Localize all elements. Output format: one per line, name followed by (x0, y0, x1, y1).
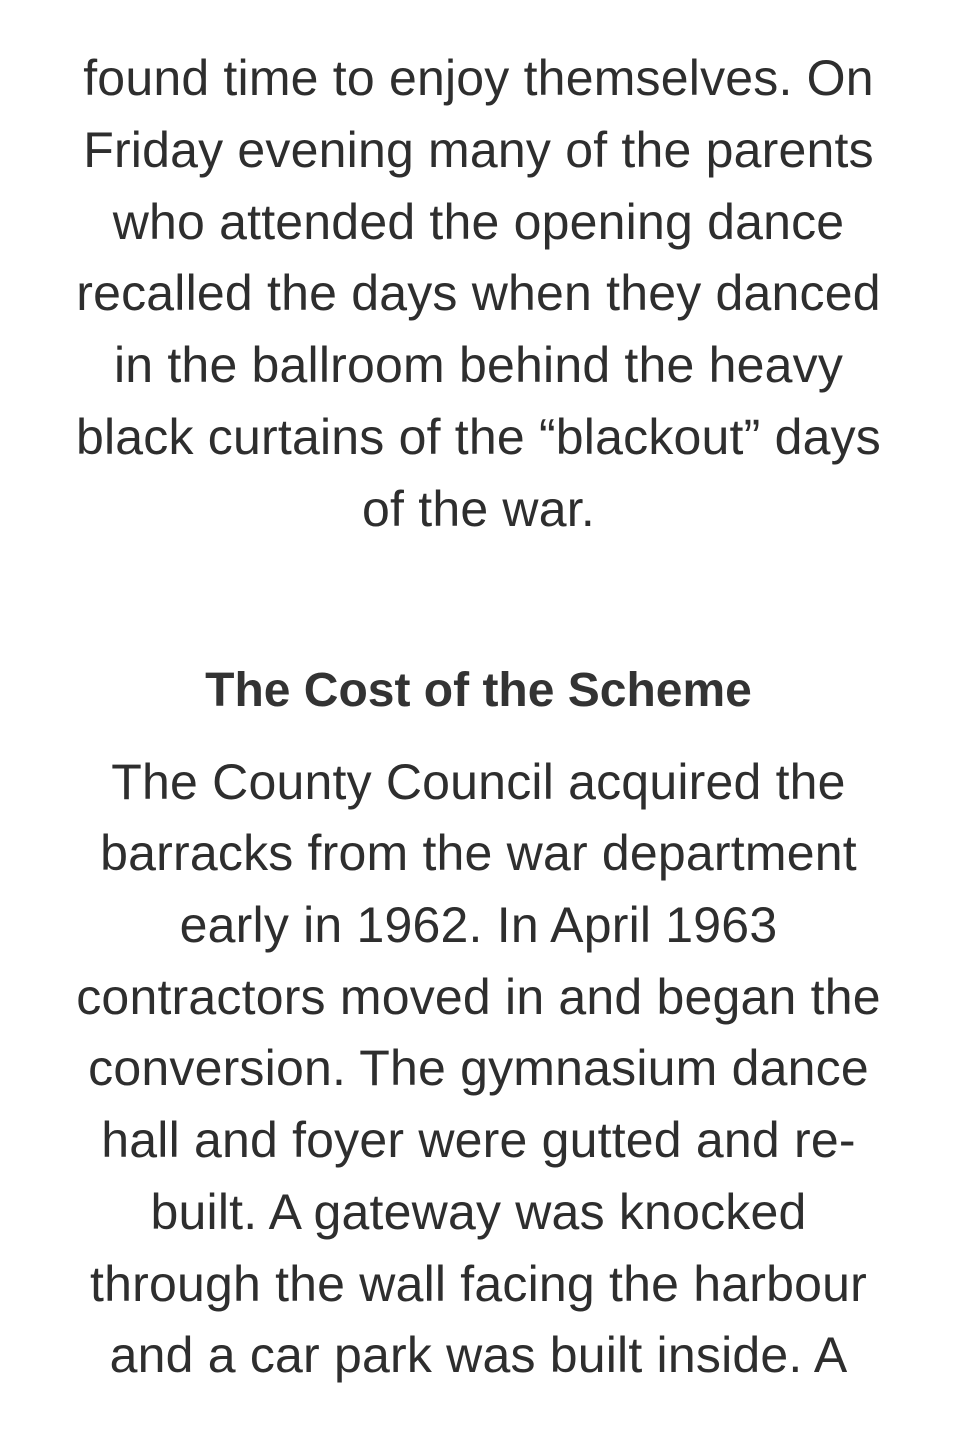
text-line: barracks from the war department (100, 825, 857, 881)
text-line: black curtains of the “blackout” days (75, 409, 881, 465)
text-line: hall and foyer were gutted and re- (101, 1112, 856, 1168)
text-line: early in 1962. In April 1963 (179, 897, 778, 953)
text-line: of the war. (362, 481, 595, 537)
text-line: contractors moved in and began the (76, 969, 881, 1025)
section-heading: The Cost of the Scheme (205, 664, 752, 717)
text-line: conversion. The gymnasium dance (88, 1040, 869, 1096)
text-line: and a car park was built inside. A (109, 1327, 848, 1383)
text-line: Friday evening many of the parents (83, 122, 874, 178)
text-line: in the ballroom behind the heavy (113, 337, 844, 393)
text-line: recalled the days when they danced (76, 265, 881, 321)
text-line: found time to enjoy themselves. On (83, 50, 874, 106)
text-line: The County Council acquired the (111, 754, 846, 810)
text-line: built. A gateway was knocked (150, 1184, 807, 1240)
text-line: through the wall facing the harbour (90, 1256, 867, 1312)
text-line: who attended the opening dance (112, 194, 845, 250)
